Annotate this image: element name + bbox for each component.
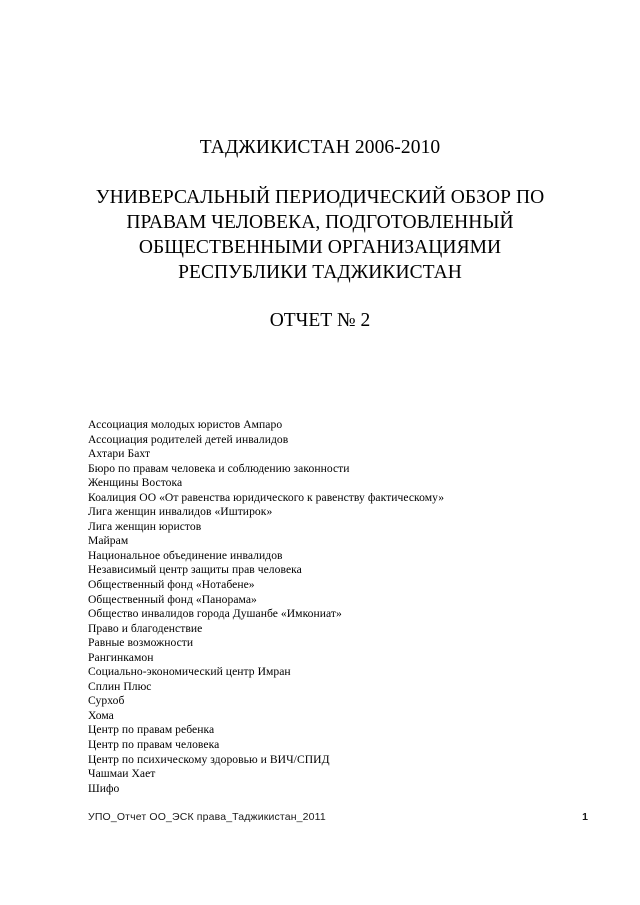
list-item: Лига женщин юристов <box>88 519 202 533</box>
list-item: Рангинкамон <box>88 650 154 664</box>
subtitle-line-1: УНИВЕРСАЛЬНЫЙ ПЕРИОДИЧЕСКИЙ ОБЗОР ПО <box>95 187 545 208</box>
title-spacer-2 <box>85 285 555 309</box>
list-item: Коалиция ОО «От равенства юридического к равенству фактическому» <box>88 490 445 504</box>
list-item: Лига женщин инвалидов «Иштирок» <box>88 505 273 519</box>
list-item: Ассоциация молодых юристов Ампаро <box>88 418 283 431</box>
document-subtitle <box>85 185 555 285</box>
document-title: ТАДЖИКИСТАН 2006-2010 <box>199 137 441 158</box>
list-item: Шифо <box>88 781 120 795</box>
list-item: Ахтари Бахт <box>88 447 151 461</box>
list-item: Центр по психическому здоровью и ВИЧ/СПИД <box>88 752 330 766</box>
subtitle-line-2: ПРАВАМ ЧЕЛОВЕКА, ПОДГОТОВЛЕННЫЙ <box>126 212 514 233</box>
title-block <box>85 136 555 332</box>
list-item: Равные возможности <box>88 636 194 650</box>
list-item: Сплин Плюс <box>88 679 152 693</box>
footer-document-id: УПО_Отчет ОО_ЭСК права_Таджикистан_2011 <box>88 811 326 823</box>
list-item: Ассоциация родителей детей инвалидов <box>88 432 289 446</box>
list-item: Сурхоб <box>88 694 125 708</box>
list-item: Социально-экономический центр Имран <box>88 665 291 679</box>
list-item: Женщины Востока <box>88 476 183 490</box>
page-footer <box>88 811 588 824</box>
subtitle-line-3: ОБЩЕСТВЕННЫМИ ОРГАНИЗАЦИЯМИ <box>138 237 502 258</box>
list-item: Право и благоденствие <box>88 621 203 635</box>
report-number: ОТЧЕТ № 2 <box>269 310 371 331</box>
list-item: Майрам <box>88 534 129 548</box>
list-item: Бюро по правам человека и соблюдению законности <box>88 461 350 475</box>
organization-list <box>88 418 548 796</box>
list-item: Центр по правам человека <box>88 738 220 752</box>
list-item: Общественный фонд «Панорама» <box>88 592 257 606</box>
list-item: Хома <box>88 708 114 722</box>
list-item: Общественный фонд «Нотабене» <box>88 578 255 592</box>
list-item: Центр по правам ребенка <box>88 723 215 737</box>
footer-page-number: 1 <box>582 811 588 823</box>
list-item: Общество инвалидов города Душанбе «Имкониат» <box>88 607 342 621</box>
subtitle-line-4: РЕСПУБЛИКИ ТАДЖИКИСТАН <box>178 262 462 283</box>
list-item: Независимый центр защиты прав человека <box>88 563 302 577</box>
list-item: Национальное объединение инвалидов <box>88 548 283 562</box>
title-spacer-1 <box>85 159 555 185</box>
list-item: Чашмаи Хает <box>88 767 156 781</box>
